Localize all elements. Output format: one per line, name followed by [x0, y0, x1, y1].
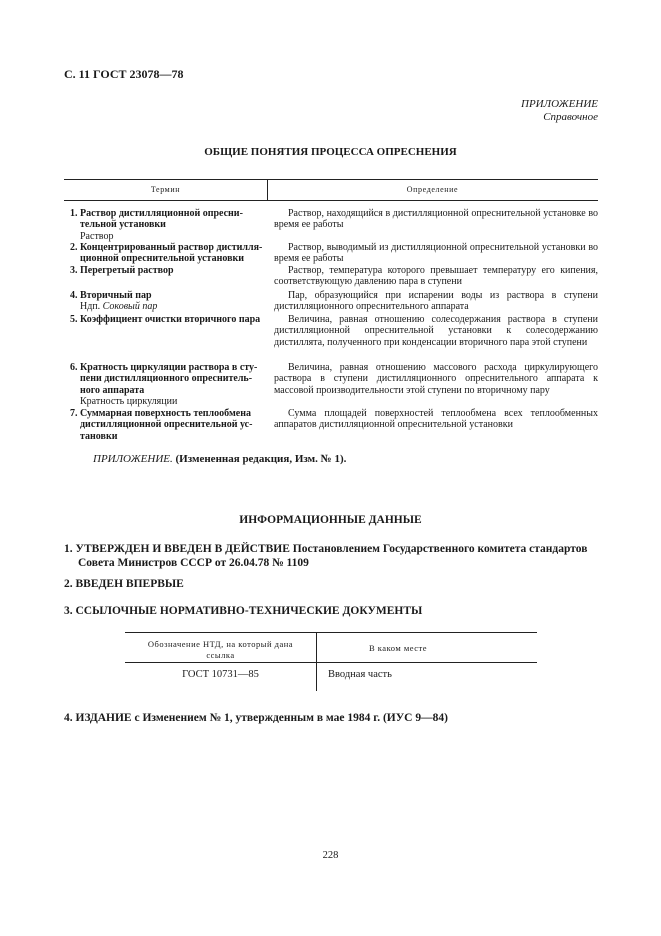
table-header-rule: [64, 200, 598, 201]
table-row-definition-5: Величина, равная отношению солесодержания раствора в ступени дистилляционной опреснительной установки к солесодержанию дистиллята, полученного при конденсации вторичного пара этой ступени: [274, 314, 598, 348]
term-name: 2. Концентрированный раствор дистилля-: [70, 242, 263, 253]
info-title: ИНФОРМАЦИОННЫЕ ДАННЫЕ: [239, 514, 422, 526]
info-item-4: 4. ИЗДАНИЕ с Изменением № 1, утвержденным в мае 1984 г. (ИУС 9—84): [64, 712, 448, 724]
info-item-1-line2: Совета Министров СССР от 26.04.78 № 1109: [78, 557, 309, 569]
appendix-type: Справочное: [543, 111, 598, 123]
term-name: 1. Раствор дистилляционной опресни-: [70, 208, 243, 219]
term-name-cont: дистилляционной опреснительной ус-: [80, 419, 253, 431]
note-label: ПРИЛОЖЕНИЕ.: [93, 453, 173, 465]
ref-cell-place: Вводная часть: [328, 669, 392, 680]
term-deprecated: [70, 301, 266, 312]
note-text: (Измененная редакция, Изм. № 1).: [175, 453, 347, 465]
info-item-1-line1: 1. УТВЕРЖДЕН И ВВЕДЕН В ДЕЙСТВИЕ Постановлением Государственного комитета стандартов: [64, 543, 588, 555]
appendix-title: ПРИЛОЖЕНИЕ: [521, 98, 598, 110]
table-row-term-3: [70, 265, 266, 276]
table-row-definition-7: Сумма площадей поверхностей теплообмена всех теплообменных аппаратов дистилляционной опреснительной установки: [274, 408, 598, 431]
document-header: С. 11 ГОСТ 23078—78: [64, 67, 184, 81]
column-header-definition: Определение: [406, 185, 459, 194]
table-row-definition-3: Раствор, температура которого превышает температуру его кипения, соответствующую давлению пара в ступени: [274, 265, 598, 288]
term-name-cont: ционной опреснительной установки: [80, 253, 245, 265]
term-name-cont: ного аппарата: [80, 384, 145, 396]
ref-col-header-doc: [125, 639, 316, 661]
ref-table-top-rule: [125, 632, 537, 633]
table-row-term-4: [70, 290, 266, 313]
page-number: 228: [322, 850, 339, 861]
table-row-definition-2: Раствор, выводимый из дистилляционной опреснительной установки во время ее работы: [274, 242, 598, 265]
amendment-note: [93, 453, 346, 465]
table-row-definition-1: Раствор, находящийся в дистилляционной опреснительной установке во время ее работы: [274, 208, 598, 231]
table-row-term-2: [70, 242, 266, 265]
info-item-2: 2. ВВЕДЕН ВПЕРВЫЕ: [64, 578, 184, 590]
term-name: 3. Перегретый раствор: [70, 265, 174, 276]
ref-col-header-doc-line2: ссылка: [206, 650, 235, 660]
table-row-term-7: [70, 408, 266, 442]
term-synonym: Раствор: [80, 230, 114, 242]
term-name: 6. Кратность циркуляции раствора в сту-: [70, 362, 258, 373]
section-title: ОБЩИЕ ПОНЯТИЯ ПРОЦЕССА ОПРЕСНЕНИЯ: [204, 146, 457, 158]
term-name-cont: тановки: [80, 430, 118, 442]
appendix-label: [521, 98, 598, 124]
table-top-rule: [64, 179, 598, 180]
deprecated-term: Соковый пар: [102, 301, 158, 313]
column-header-term: Термин: [150, 185, 181, 194]
deprecated-prefix: Ндп.: [80, 301, 101, 313]
table-row-definition-6: Величина, равная отношению массового расхода циркулирующего раствора в ступени дистилляционного опреснительного аппарата к массовой производительности этой ступени по вторичному пару: [274, 362, 598, 396]
ref-col-header-doc-line1: Обозначение НТД, на который дана: [147, 639, 294, 649]
table-row-definition-4: Пар, образующийся при испарении воды из раствора в ступени дистилляционного опреснительного аппарата: [274, 290, 598, 313]
term-name-cont: тельной установки: [80, 219, 166, 231]
term-name-cont: пени дистилляционного опреснитель-: [80, 373, 253, 385]
table-row-term-1: [70, 208, 266, 242]
table-row-term-5: [70, 314, 266, 325]
ref-cell-doc: ГОСТ 10731—85: [182, 669, 259, 680]
term-name: 5. Коэффициент очистки вторичного пара: [70, 314, 261, 325]
term-name: 4. Вторичный пар: [70, 290, 152, 301]
info-item-1: [64, 542, 587, 570]
table-row-term-6: [70, 362, 266, 407]
term-name: 7. Суммарная поверхность теплообмена: [70, 408, 251, 419]
ref-table-header-rule: [125, 662, 537, 663]
ref-col-header-place: В каком месте: [369, 643, 427, 653]
info-item-3: 3. ССЫЛОЧНЫЕ НОРМАТИВНО-ТЕХНИЧЕСКИЕ ДОКУМЕНТЫ: [64, 605, 423, 617]
term-synonym: Кратность циркуляции: [80, 395, 178, 407]
